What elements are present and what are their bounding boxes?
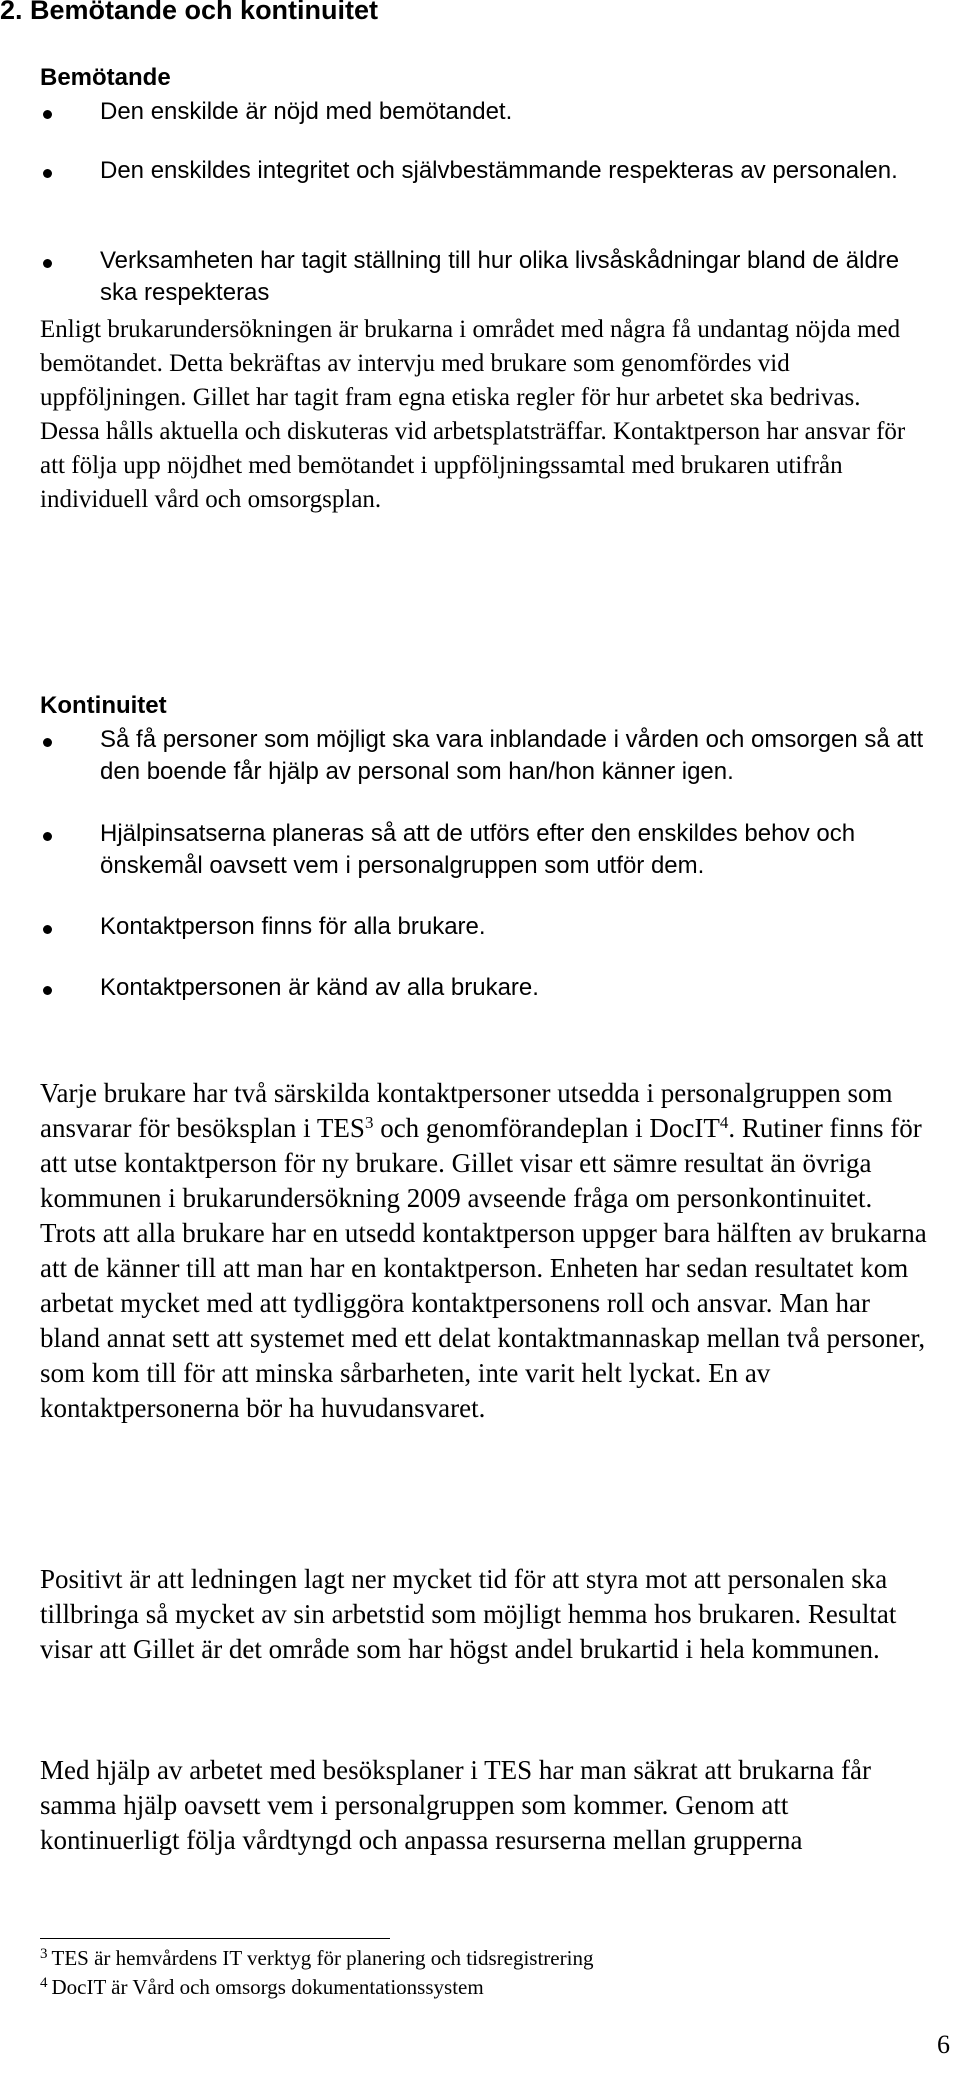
list-item: Kontaktpersonen är känd av alla brukare. xyxy=(100,972,940,1004)
list-item: Hjälpinsatserna planeras så att de utförs efter den enskildes behov och önskemål oavsett vem i personalgruppen som utför dem. xyxy=(100,818,940,882)
bullet-icon xyxy=(43,832,52,841)
footnote: $^4$ DocIT är Vård och omsorgs dokumentationssystem xyxy=(40,1975,484,1999)
footnote-divider xyxy=(40,1938,390,1939)
kontinuitet-heading: Kontinuitet xyxy=(40,692,167,719)
footnote-ref[interactable]: 4 xyxy=(719,1113,729,1132)
kontinuitet-paragraph-3: Med hjälp av arbetet med besöksplaner i TES har man säkrat att brukarna får samma hjälp oavsett vem i personalgruppen som kommer. Genom att kontinuerligt följa vårdtyngd och anpassa resurserna mellan grupperna xyxy=(40,1755,871,1855)
kontinuitet-paragraph-1: Varje brukare har två särskilda kontaktpersoner utsedda i personalgruppen som ansvarar för besöksplan i TES$^3$ och genomförandeplan i DocIT$^4$. Rutiner finns för att utse kontaktperson för ny brukare. Gillet visar ett sämre resultat än övriga kommunen i brukarundersökning 2009 avseende fråga om personkontinuitet. Trots att alla brukare har en utsedd kontaktperson uppger bara hälften av brukarna att de känner till att man har en kontaktperson. Enheten har sedan resultatet kom arbetat mycket med att tydliggöra kontaktpersonens roll och ansvar. Man har bland annat sett att systemet med ett delat kontaktmannaskap mellan två personer, som kom till för att minska sårbarheten, inte varit helt lyckat. En av kontaktpersonerna bör ha huvudansvaret. xyxy=(40,1078,927,1423)
bemotande-heading: Bemötande xyxy=(40,64,171,91)
kontinuitet-bullet-list xyxy=(100,724,940,1004)
bemotande-paragraph: Enligt brukarundersökningen är brukarna i området med några få undantag nöjda med bemötandet. Detta bekräftas av intervju med brukare som genomfördes vid uppföljningen. Gillet har tagit fram egna etiska regler för hur arbetet ska bedrivas. Dessa hålls aktuella och diskuteras vid arbetsplatsträffar. Kontaktperson har ansvar för att följa upp nöjdhet med bemötandet i uppföljningssamtal med brukaren utifrån individuell vård och omsorgsplan. xyxy=(40,316,906,513)
kontinuitet-paragraph-2: Positivt är att ledningen lagt ner mycket tid för att styra mot att personalen ska tillbringa så mycket av sin arbetstid som möjligt hemma hos brukaren. Resultat visar att Gillet är det område som har högst andel brukartid i hela kommunen. xyxy=(40,1564,897,1664)
footnote: $^3$ TES är hemvårdens IT verktyg för planering och tidsregistrering xyxy=(40,1946,594,1970)
bullet-icon xyxy=(43,169,52,178)
bullet-icon xyxy=(43,738,52,747)
list-item: Kontaktperson finns för alla brukare. xyxy=(100,911,940,943)
bullet-icon xyxy=(43,986,52,995)
bullet-icon xyxy=(43,110,52,119)
bemotande-bullet-list xyxy=(100,96,930,309)
list-item: Den enskildes integritet och självbestämmande respekteras av personalen. xyxy=(100,155,930,219)
list-item: Verksamheten har tagit ställning till hur olika livsåskådningar bland de äldre ska respekteras xyxy=(100,245,930,309)
list-item: Så få personer som möjligt ska vara inblandade i vården och omsorgen så att den boende får hjälp av personal som han/hon känner igen. xyxy=(100,724,940,788)
list-item: Den enskilde är nöjd med bemötandet. xyxy=(100,96,930,128)
page-number: 6 xyxy=(937,2030,950,2059)
section-title: 2. Bemötande och kontinuitet xyxy=(0,0,379,25)
footnote-ref[interactable]: 3 xyxy=(364,1113,374,1132)
bullet-icon xyxy=(43,925,52,934)
bullet-icon xyxy=(43,259,52,268)
